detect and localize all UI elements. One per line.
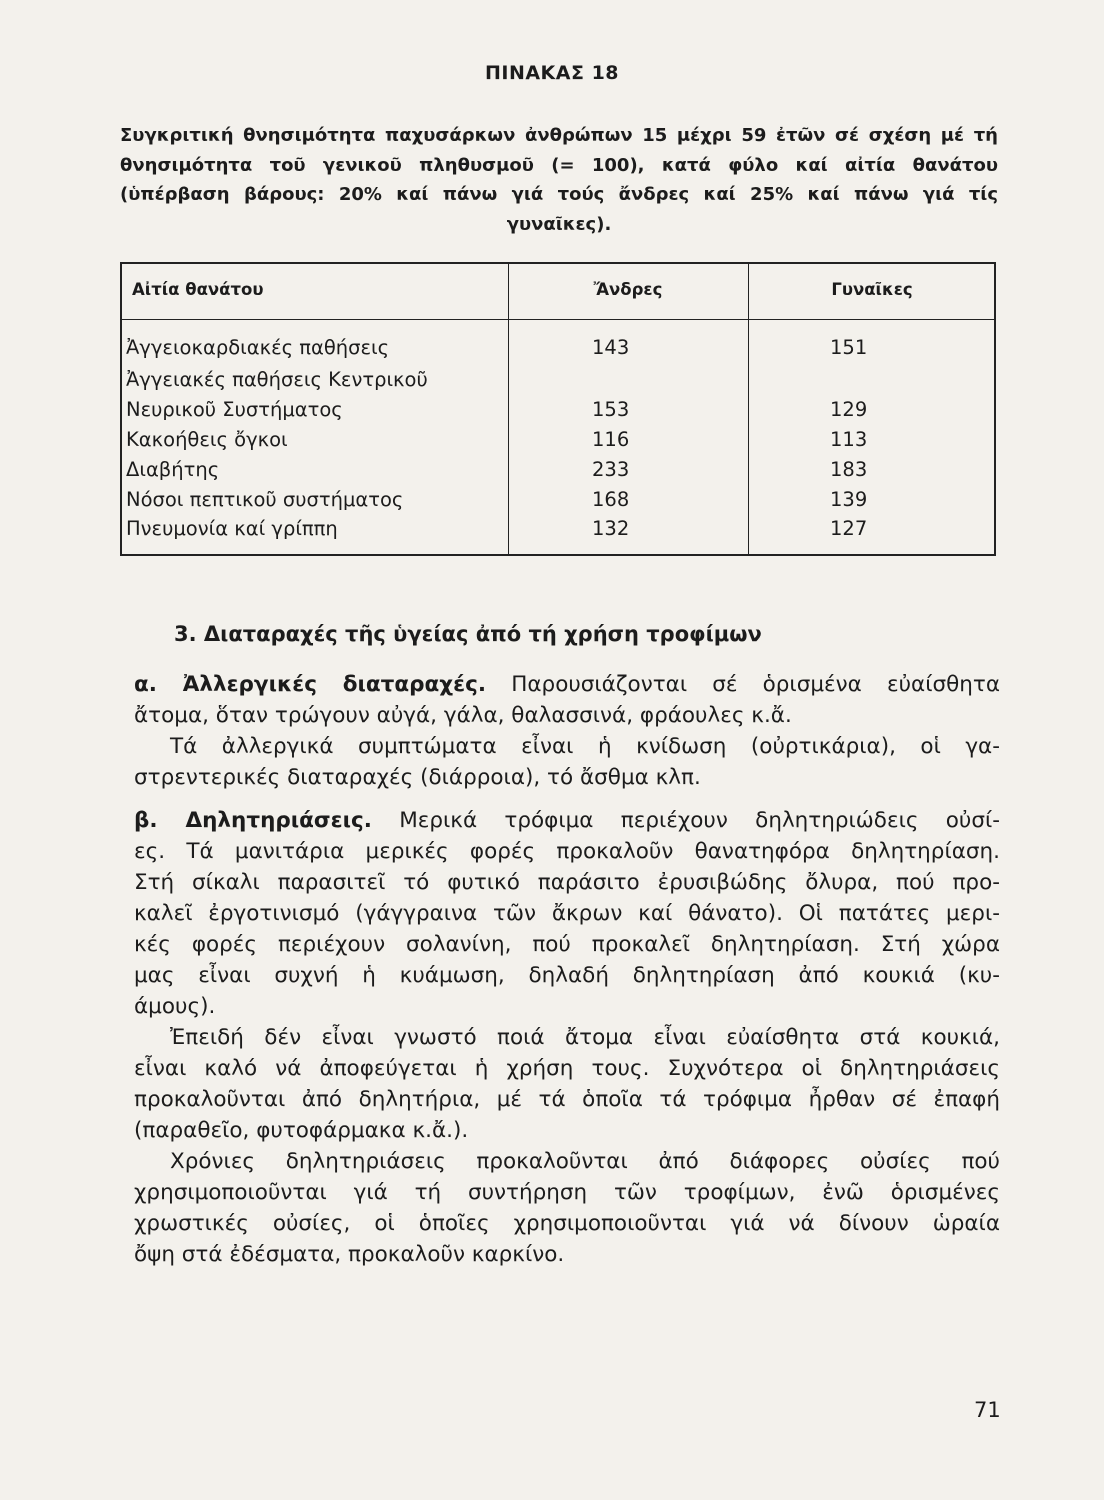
paragraph-line: χρωστικές οὐσίες, οἱ ὁποῖες χρησιμοποιοῦνται γιά νά δίνουν ὡραία: [134, 1211, 1000, 1236]
header-divider: [122, 319, 994, 320]
cell-men: 132: [592, 517, 630, 540]
header-cause: Αἰτία θανάτου: [132, 280, 264, 299]
cell-cause: Πνευμονία καί γρίππη: [126, 517, 338, 540]
cell-men: 116: [592, 428, 630, 451]
paragraph-line: Τά ἀλλεργικά συμπτώματα εἶναι ἡ κνίδωση (οὐρτικάρια), οἱ γα-: [170, 734, 1000, 759]
cell-men: 168: [592, 488, 630, 511]
header-women: Γυναῖκες: [831, 280, 913, 299]
caption-line: θνησιμότητα τοῦ γενικοῦ πληθυσμοῦ (= 100), κατά φύλο καί αἰτία θανάτου: [120, 154, 998, 176]
paragraph-line: καλεῖ ἐργοτινισμό (γάγγραινα τῶν ἄκρων καί θάνατο). Οἱ πατάτες μερι-: [134, 901, 1000, 926]
paragraph-line: στρεντερικές διαταραχές (διάρροια), τό ἄσθμα κλπ.: [134, 765, 701, 790]
cell-men: 153: [592, 398, 630, 421]
cell-men: 143: [592, 336, 630, 359]
cell-cause: Νόσοι πεπτικοῦ συστήματος: [126, 488, 404, 511]
paragraph-line: εἶναι καλό νά ἀποφεύγεται ἡ χρήση τους. Συχνότερα οἱ δηλητηριάσεις: [134, 1056, 1000, 1081]
paragraph-line: [134, 805, 1000, 836]
caption-line: γυναῖκες).: [506, 213, 612, 235]
paragraph-line: μας εἶναι συχνή ἡ κυάμωση, δηλαδή δηλητηρίαση ἀπό κουκιά (κυ-: [134, 963, 1000, 988]
column-divider: [748, 264, 749, 554]
caption-line: Συγκριτική θνησιμότητα παχυσάρκων ἀνθρώπων 15 μέχρι 59 ἐτῶν σέ σχέση μέ τή: [120, 125, 998, 146]
mortality-table: [120, 262, 996, 556]
cell-cause: Ἀγγειακές παθήσεις Κεντρικοῦ: [126, 368, 428, 391]
paragraph-line: χρησιμοποιοῦνται γιά τή συντήρηση τῶν τροφίμων, ἐνῶ ὁρισμένες: [134, 1180, 1000, 1205]
paragraph-line: ἄτομα, ὅταν τρώγουν αὐγά, γάλα, θαλασσινά, φράουλες κ.ἄ.: [134, 703, 792, 728]
cell-women: 129: [830, 398, 868, 421]
caption-line: (ὑπέρβαση βάρους: 20% καί πάνω γιά τούς ἄνδρες καί 25% καί πάνω γιά τίς: [120, 184, 998, 205]
body-text: [134, 669, 1000, 1270]
cell-cause: Διαβήτης: [126, 458, 220, 481]
page-number: 71: [974, 1398, 1001, 1422]
subheading-poisoning: β. Δηλητηριάσεις.: [134, 808, 372, 833]
paragraph-line: ες. Τά μανιτάρια μερικές φορές προκαλοῦν θανατηφόρα δηλητηρίαση.: [134, 839, 1000, 864]
cell-women: 139: [830, 488, 868, 511]
paragraph-line: προκαλοῦνται ἀπό δηλητήρια, μέ τά ὁποῖα τά τρόφιμα ἦρθαν σέ ἐπαφή: [134, 1087, 1000, 1112]
paragraph-line: άμους).: [134, 994, 216, 1019]
cell-women: 183: [830, 458, 868, 481]
paragraph-line: (παραθεῖο, φυτοφάρμακα κ.ἄ.).: [134, 1118, 469, 1143]
cell-cause: Ἀγγειοκαρδιακές παθήσεις: [126, 336, 390, 359]
subheading-allergic: α. Ἀλλεργικές διαταραχές.: [134, 672, 487, 697]
paragraph-gap: [134, 793, 1000, 805]
paragraph-line: ὄψη στά ἐδέσματα, προκαλοῦν καρκίνο.: [134, 1242, 565, 1267]
paragraph-line: [134, 669, 1000, 700]
cell-cause: Νευρικοῦ Συστήματος: [126, 398, 343, 421]
cell-cause: Κακοήθεις ὄγκοι: [126, 428, 288, 451]
table-caption: [120, 121, 998, 239]
cell-women: 127: [830, 517, 868, 540]
header-men: Ἄνδρες: [593, 280, 663, 299]
cell-women: 113: [830, 428, 868, 451]
paragraph-line: Ἐπειδή δέν εἶναι γνωστό ποιά ἄτομα εἶναι εὐαίσθητα στά κουκιά,: [170, 1025, 1000, 1050]
column-divider: [508, 264, 509, 554]
section-heading: 3. Διαταραχές τῆς ὑγείας ἀπό τή χρήση τροφίμων: [174, 622, 762, 646]
paragraph-line: κές φορές περιέχουν σολανίνη, πού προκαλεῖ δηλητηρίαση. Στή χώρα: [134, 932, 1000, 957]
cell-men: 233: [592, 458, 630, 481]
cell-women: 151: [830, 336, 868, 359]
paragraph-line: Στή σίκαλι παρασιτεῖ τό φυτικό παράσιτο ἐρυσιβώδης ὄλυρα, πού προ-: [134, 870, 1000, 895]
paragraph-text: Παρουσιάζονται σέ ὁρισμένα εὐαίσθητα: [486, 672, 1000, 697]
paragraph-text: Μερικά τρόφιμα περιέχουν δηλητηριώδεις οὐσί-: [371, 808, 1000, 833]
paragraph-line: Χρόνιες δηλητηριάσεις προκαλοῦνται ἀπό διάφορες οὐσίες πού: [170, 1149, 1000, 1174]
table-title: ΠΙΝΑΚΑΣ 18: [484, 62, 620, 84]
